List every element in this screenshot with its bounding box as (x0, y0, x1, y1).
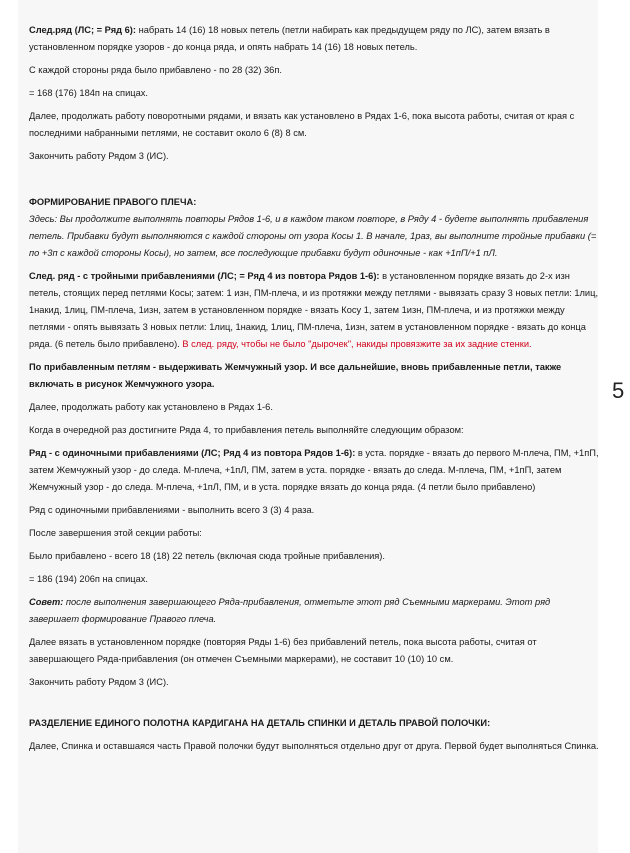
paragraph-increased-per-side: С каждой стороны ряда было прибавлено - по 28 (32) 36п. (29, 65, 282, 75)
paragraph-pearl-pattern: По прибавленным петлям - выдерживать Жемчужный узор. И все дальнейшие, вновь прибавленные петли, также включать в рисунок Жемчужного узора. (29, 362, 562, 389)
paragraph-shoulder-intro: Здесь: Вы продолжите выполнять повторы Рядов 1-6, и в каждом таком повторе, в Ряду 4 - будете выполнять прибавления петель. Прибавки будут выполняются с каждой стороны от узора Косы 1. В начале, 1раз, вы выполните тройные прибавки (= по +3п с каждой стороны Косы), но затем, все последующие прибавки будут одиночные - как +1пП/+1 пЛ. (29, 214, 597, 258)
paragraph-continue-work: Далее, продолжать работу поворотными рядами, и вязать как установлено в Рядах 1-6, пока высота работы, считая от края с последними набранными петлями, не составит около 6 (8) 8 см. (29, 111, 575, 138)
paragraph-total-increased: Было прибавлено - всего 18 (18) 22 петель (включая сюда тройные прибавления). (29, 551, 385, 561)
paragraph-continue-rows: Далее, продолжать работу как установлено в Рядах 1-6. (29, 402, 273, 412)
page-number: 5 (612, 378, 625, 403)
paragraph-knit-without-increases: Далее вязать в установленном порядке (повторяя Ряды 1-6) без прибавлений петель, пока высота работы, считая от завершающего Ряда-прибавления (он отмечен Съемными маркерами), не составит 10 (10) 10 см. (29, 637, 537, 664)
paragraph-after-section: После завершения этой секции работы: (29, 528, 202, 538)
paragraph-stitch-total: = 168 (176) 184п на спицах. (29, 88, 149, 98)
paragraph-triple-increase-row: След. ряд - с тройными прибавлениями (ЛС; = Ряд 4 из повтора Рядов 1-6): в установленном порядке вязать до 2-х изн петель, стоящих перед петлями Косы; затем: 1 изн, ПМ-плеча, и из протяжки между петлями - вывязать сразу 3 новых петли: 1лиц, 1накид, 1лиц, ПМ-плеча, 1изн, затем в установленном порядке - вязать Косу 1, затем 1изн, ПМ-плеча, и из протяжки между петлями - опять вывязать 3 новых петли: 1лиц, 1накид, 1лиц, ПМ-плеча, 1изн, затем в установленном порядке - вязать до конца ряда. (6 петель было прибавлено). В след. ряду, чтобы не было "дырочек", накиды провязжите за их задние стенки. (29, 271, 599, 349)
paragraph-when-row-4: Когда в очередной раз достигните Ряда 4, то прибавления петель выполняйте следующим образом: (29, 425, 464, 435)
section-heading-right-shoulder: ФОРМИРОВАНИЕ ПРАВОГО ПЛЕЧА: (29, 197, 197, 207)
tip-label: Совет: (29, 597, 64, 607)
paragraph-tip: Совет: после выполнения завершающего Ряда-прибавления, отметьте этот ряд Съемными маркерами. Этот ряд завершает формирование Правого плеча. (29, 597, 551, 624)
paragraph-finish-row-3-b: Закончить работу Рядом 3 (ИС). (29, 677, 169, 687)
row-label: Ряд - с одиночными прибавлениями (ЛС; Ряд 4 из повтора Рядов 1-6): (29, 448, 356, 458)
paragraph-back-and-front: Далее, Спинка и оставшаяся часть Правой полочки будут выполняться отдельно друг от друга. Первой будет выполняться Спинка. (29, 741, 599, 751)
row-label: След.ряд (ЛС; = Ряд 6): (29, 25, 136, 35)
paragraph-finish-row-3: Закончить работу Рядом 3 (ИС). (29, 151, 169, 161)
warning-note: В след. ряду, чтобы не было "дырочек", накиды провязжите за их задние стенки. (182, 339, 532, 349)
document-body (29, 22, 599, 761)
paragraph-stitch-total-2: = 186 (194) 206п на спицах. (29, 574, 149, 584)
paragraph-next-row-6: След.ряд (ЛС; = Ряд 6): набрать 14 (16) 18 новых петель (петли набирать как предыдущем ряду по ЛС), затем вязать в установленном порядке узоров - до конца ряда, и опять набрать 14 (16) 18 новых петель. (29, 25, 550, 52)
paragraph-single-increase-row: Ряд - с одиночными прибавлениями (ЛС; Ряд 4 из повтора Рядов 1-6): в уста. порядке - вязать до первого М-плеча, ПМ, +1пП, затем Жемчужный узор - до следа. М-плеча, +1пЛ, ПМ, затем в уста. порядке - вязать до следа. М-плеча, ПМ, +1пП, затем Жемчужный узор - до следа. М-плеча, +1пЛ, ПМ, и в уста. порядке вязать до конца ряда. (4 петли было прибавлено) (29, 448, 599, 492)
row-label: След. ряд - с тройными прибавлениями (ЛС; = Ряд 4 из повтора Рядов 1-6): (29, 271, 380, 281)
section-heading-split-body: РАЗДЕЛЕНИЕ ЕДИНОГО ПОЛОТНА КАРДИГАНА НА ДЕТАЛЬ СПИНКИ И ДЕТАЛЬ ПРАВОЙ ПОЛОЧКИ: (29, 718, 491, 728)
paragraph-repeat-count: Ряд с одиночными прибавлениями - выполнить всего 3 (3) 4 раза. (29, 505, 315, 515)
